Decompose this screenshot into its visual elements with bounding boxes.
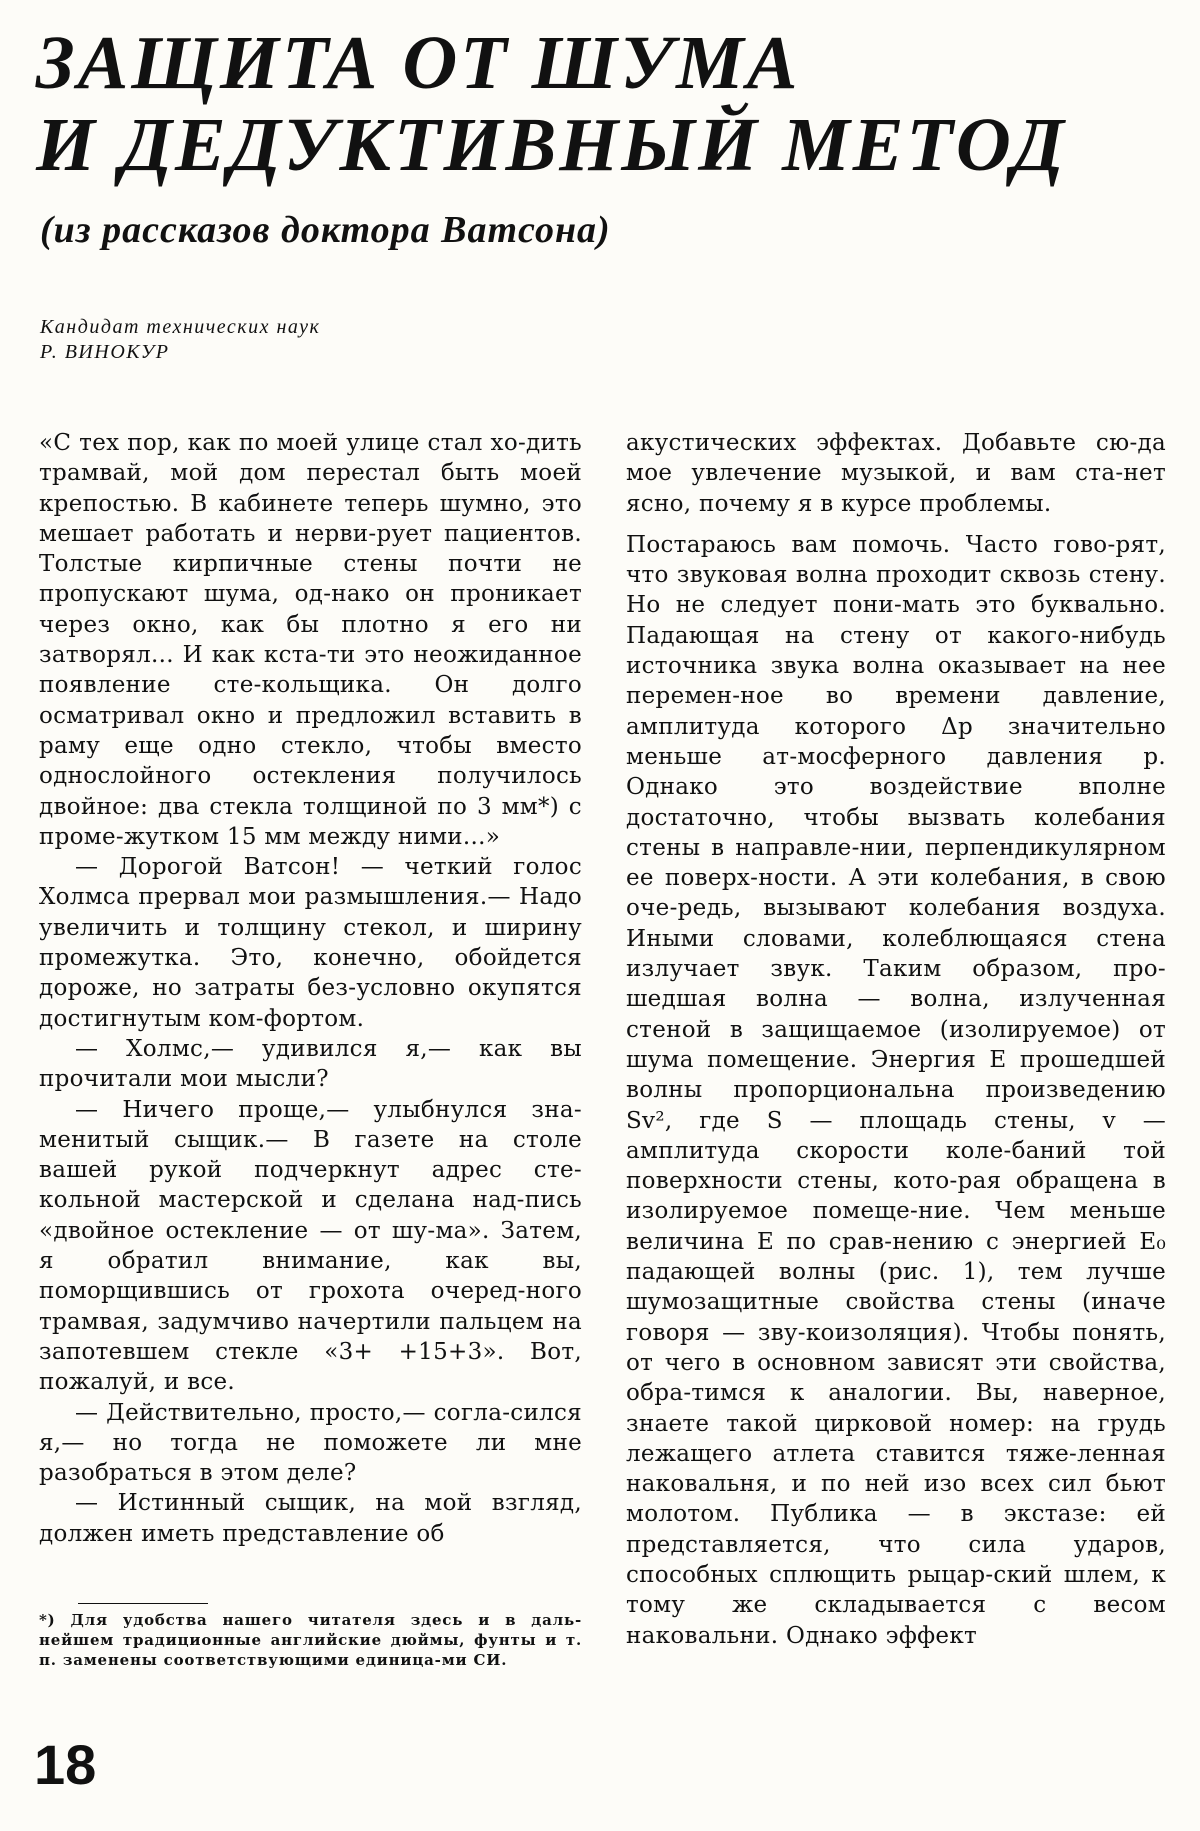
article-title-line-2: И ДЕДУКТИВНЫЙ МЕТОД	[36, 103, 1067, 187]
author-byline	[40, 315, 320, 365]
paragraph: — Истинный сыщик, на мой взгляд, должен иметь представление об	[39, 1490, 582, 1547]
paragraph: — Ничего проще,— улыбнулся зна-менитый сыщик.— В газете на столе вашей рукой подчеркнут адрес сте-кольной мастерской и сделана над-пись «двойное остекление — от шу-ма». Затем, я обратил внимание, как вы, поморщившись от грохота очеред-ного трамвая, задумчиво начертили пальцем на запотевшем стекле «3+ +15+3». Вот, пожалуй, и все.	[39, 1096, 582, 1396]
footnote-rule	[78, 1603, 208, 1604]
page-number: 18	[34, 1733, 97, 1796]
footnote: *) Для удобства нашего читателя здесь и в даль-нейшем традиционные английские дюймы, фунты и т. п. заменены соответствующими единица-ми СИ.	[39, 1611, 582, 1669]
paragraph: акустических эффектах. Добавьте сю-да мое увлечение музыкой, и вам ста-нет ясно, почему я в курсе проблемы.	[626, 430, 1166, 517]
paragraph: — Холмс,— удивился я,— как вы прочитали мои мысли?	[39, 1035, 582, 1093]
article-title	[36, 22, 1176, 186]
paragraph: Постараюсь вам помочь. Часто гово-рят, что звуковая волна проходит сквозь стену. Но не следует пони-мать это буквально. Падающая на стену от какого-нибудь источника звука волна оказывает на нее перемен-ное во времени давление, амплитуда которого Δp значительно меньше ат-мосферного давления p. Однако это воздействие вполне достаточно, чтобы вызвать колебания стены в направле-нии, перпендикулярном ее поверх-ности. А эти колебания, в свою оче-редь, вызывают колебания воздуха. Иными словами, колеблющаяся стена излучает звук. Таким образом, про-шедшая волна — волна, излученная стеной в защищаемое (изолируемое) от шума помещение. Энергия E прошедшей волны пропорциональна произведению Sv², где S — площадь стены, v — амплитуда скорости коле-баний той поверхности стены, кото-рая обращена в изолируемое помеще-ние. Чем меньше величина E по срав-нению с энергией E₀ падающей волны (рис. 1), тем лучше шумозащитные свойства стены (иначе говоря — зву-коизоляция). Чтобы понять, от чего в основном зависят эти свойства, обра-тимся к аналогии. Вы, наверное, знаете такой цирковой номер: на грудь лежащего атлета ставится тяже-ленная наковальня, и по ней изо всех сил бьют молотом. Публика — в экстазе: ей представляется, что сила ударов, способных сплющить рыцар-ский шлем, к тому же складывается с весом наковальни. Однако эффект	[626, 531, 1166, 1649]
author-name: Р. ВИНОКУР	[40, 341, 170, 363]
article-title-line-1: ЗАЩИТА ОТ ШУМА	[36, 21, 801, 105]
paragraph: — Действительно, просто,— согла-сился я,— но тогда не поможете ли мне разобраться в этом деле?	[39, 1399, 582, 1487]
author-credential: Кандидат технических наук	[40, 316, 321, 338]
paragraph: — Дорогой Ватсон! — четкий голос Холмса прервал мои размышления.— Надо увеличить и толщину стекол, и ширину промежутка. Это, конечно, обойдется дороже, но затраты без-условно окупятся достигнутым ком-фортом.	[39, 854, 582, 1032]
right-column	[626, 428, 1166, 1651]
paragraph: «С тех пор, как по моей улице стал хо-дить трамвай, мой дом перестал быть моей крепостью. В кабинете теперь шумно, это мешает работать и нерви-рует пациентов. Толстые кирпичные стены почти не пропускают шума, од-нако он проникает через окно, как бы плотно я его ни затворял... И как кста-ти это неожиданное появление сте-кольщика. Он долго осматривал окно и предложил вставить в раму еще одно стекло, чтобы вместо однослойного остекления получилось двойное: два стекла толщиной по 3 мм*) с проме-жутком 15 мм между ними...»	[39, 430, 582, 850]
article-subtitle: (из рассказов доктора Ватсона)	[40, 209, 611, 251]
left-column	[39, 428, 582, 1549]
